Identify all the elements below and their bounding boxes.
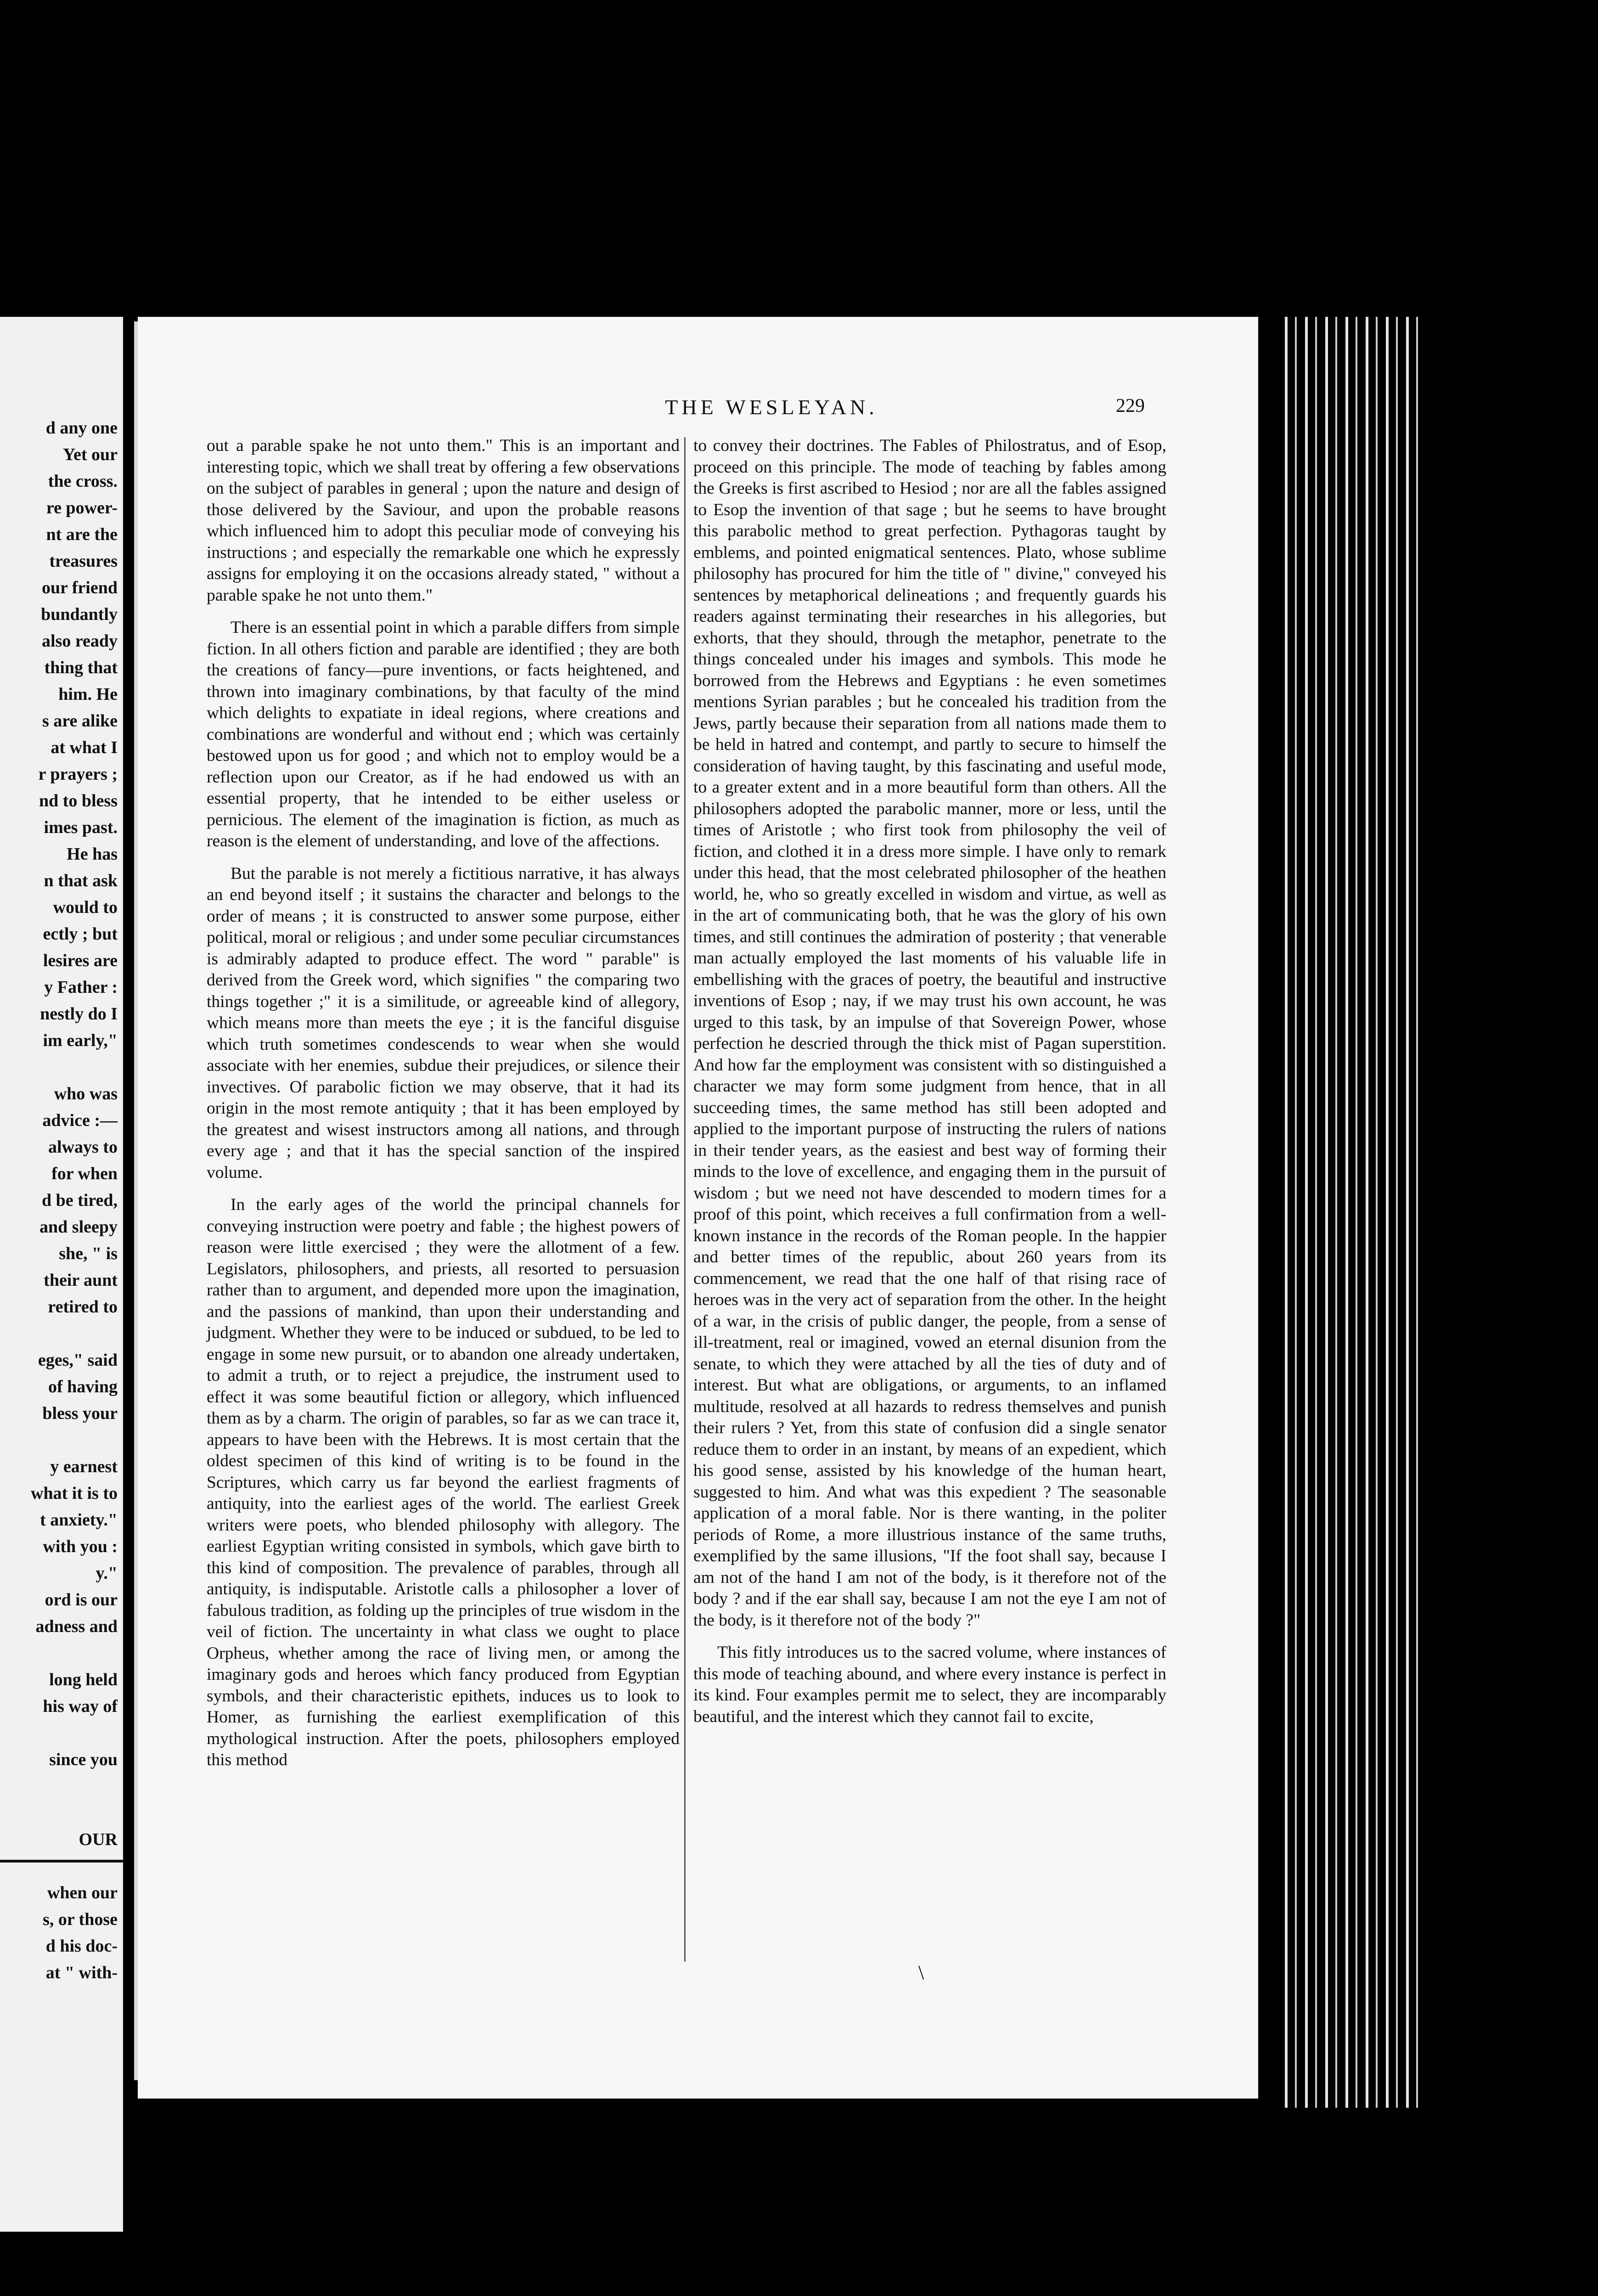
facing-page-line: always to [48,1137,118,1157]
page-number: 229 [1116,395,1145,416]
facing-page-line: d be tired, [41,1191,118,1210]
facing-page-line: with you : [43,1537,118,1556]
text-column-right [693,435,1166,1739]
facing-page-line: n that ask [44,871,118,890]
facing-page-line: y earnest [50,1457,118,1476]
facing-page-line: also ready [41,631,118,651]
facing-page-line: He has [67,844,118,864]
facing-page-line: s are alike [42,711,118,731]
facing-page-line: d any one [45,418,118,438]
facing-page-line: adness and [35,1617,118,1636]
facing-page-line: lesires are [43,951,118,970]
facing-page-line: would to [53,898,118,917]
facing-page-line: imes past. [44,818,118,837]
facing-page-line: nestly do I [40,1004,118,1024]
paragraph: to convey their doctrines. The Fables of Philostratus, and of Esop, proceed on this principle. The mode of teaching by fables among the Greeks is first ascribed to Hesiod ; nor are all the fables assigned to Esop the invention of that sage ; but he seems to have brought this parabolic method to great perfection. Pythagoras taught by emblems, and pointed enigmatical sentences. Plato, whose sublime philosophy has procured for him the title of " divine," conveyed his sentences by metaphorical delineations ; and frequently guards his readers against terminating their researches in his allegories, but exhorts, that they should, through the metaphor, penetrate to the things concealed under his images and symbols. This mode he borrowed from the Hebrews and Egyptians : he even sometimes mentions Syrian parables ; but he concealed his tradition from the Jews, partly because their separation from all nations made them to be held in hatred and contempt, and partly to secure to himself the consideration of having taught, by this fascinating and useful mode, to a greater extent and in a more beautiful form than others. All the philosophers adopted the parabolic manner, more or less, until the times of Aristotle ; who first took from philosophy the veil of fiction, and clothed it in a dress more simple. I have only to remark under this head, that the most celebrated philosopher of the heathen world, he, who so greatly excelled in wisdom and virtue, as well as in the art of communicating both, that he was the glory of his own times, and still continues the admiration of posterity ; that venerable man actually employed the last moments of his valuable life in embellishing with the graces of poetry, the beautiful and instructive inventions of Esop ; nay, if we may trust his own account, he was urged to this task, by an impulse of that Sovereign Power, whose perfection he descried through the thick mist of Pagan superstition. And how far the employment was consistent with so distinguished a character we may form some judgment from hence, that in all succeeding times, the same method has still been adopted and applied to the important purpose of instructing the rulers of nations in their tender years, as the easiest and best way of forming their minds to the love of excellence, and engaging them in the pursuit of wisdom ; but we need not have descended to modern times for a proof of this point, which receives a full confirmation from a well-known instance in the records of the Roman people. In the happier and better times of the republic, about 260 years from its commencement, we read that the one half of that rising race of heroes was in the very act of separation from the other. In the height of a war, in the crisis of public danger, the people, from a sense of ill-treatment, real or imagined, vowed an eternal disunion from the senate, to which they were attached by all the ties of duty and of interest. But what are obligations, or arguments, to an inflamed multitude, resolved at all hazards to redress themselves and punish their rulers ? Yet, from this state of confusion did a single senator reduce them to order in an instant, by means of an expedient, which his good sense, assisted by his knowledge of the human heart, suggested to him. And what was this expedient ? The seasonable application of a moral fable. Nor is there wanting, in the politer periods of Rome, a more illustrious instance of the same truths, exemplified by the same illusions, "If the foot shall say, because I am not of the hand I am not of the body, is it therefore not of the body ? and if the ear shall say, because I am not the eye I am not of the body, is it therefore not of the body ?" [693,436,1166,1630]
paragraph: There is an essential point in which a parable differs from simple fiction. In all others fiction and parable are identified ; they are both the creations of fancy—pure inventions, or facts heightened, and thrown into imaginary combinations, by that faculty of the mind which delights to expatiate in ideal regions, where creations and combinations are wonderful and without end ; which was certainly bestowed upon us for good ; and which not to employ would be a reflection upon our Creator, as if he had endowed us with an essential property, that he intended to be either useless or pernicious. The element of the imagination is fiction, as much as reason is the element of understanding, and love of the affections. [207,618,680,850]
facing-page-line: what it is to [31,1484,118,1503]
facing-page-line: since you [49,1750,118,1769]
column-divider [684,437,686,1962]
facing-page-line: Yet our [62,445,118,464]
facing-page-line: of having [48,1377,118,1396]
facing-page-fragment [0,317,123,2232]
facing-page-line: his way of [43,1697,118,1716]
facing-page-line: eges," said [38,1351,118,1370]
facing-page-line: y Father : [44,978,118,997]
facing-page-line: y." [96,1564,118,1583]
facing-page-line: for when [51,1164,118,1183]
facing-page-line: im early," [43,1031,118,1050]
facing-page-line: treasures [49,551,118,571]
facing-page-line: t anxiety." [40,1510,118,1530]
text-column-left [207,435,680,1782]
facing-page-line: and sleepy [39,1217,118,1237]
facing-page-line: nd to bless [39,791,118,810]
facing-page-line: nt are the [46,525,118,544]
facing-page-line: she, " is [59,1244,118,1263]
facing-page-line: d his doc- [45,1936,118,1956]
facing-page-line: bundantly [41,605,118,624]
page-edge [134,321,138,2080]
paragraph: In the early ages of the world the principal channels for conveying instruction were poetry and fable ; the highest powers of reason were little exercised ; they were the allotment of a few. Legislators, philosophers, and priests, all resorted to persuasion rather than to argument, and depended more upon the imagination, and the passions of mankind, than upon their understanding and judgment. Whether they were to be induced or subdued, to be led to engage in some new pursuit, or to abandon one already undertaken, to admit a truth, or to reject a prejudice, the instrument used to effect it was some beautiful fiction or allegory, which influenced them as by a charm. The origin of parables, so far as we can trace it, appears to have been with the Hebrews. It is most certain that the oldest specimen of this kind of writing is to be found in the Scriptures, which carry us far beyond the earliest fragments of antiquity, into the earliest ages of the world. The earliest Greek writers were poets, who blended philosophy with allegory. The earliest Egyptian writing consisted in symbols, which gave birth to this kind of composition. The prevalence of parables, through all antiquity, is indisputable. Aristotle calls a philosopher a lover of fabulous tradition, as folding up the principles of true wisdom in the veil of fiction. The uncertainty in what class we ought to place Orpheus, whether among the race of living men, or among the imaginary gods and heroes which fancy produced from Egyptian symbols, and their characteristic epithets, induces us to look to Homer, as furnishing the earliest exemplification of this mythological instruction. After the poets, philosophers employed this method [207,1195,680,1769]
facing-page-line: when our [47,1883,118,1902]
facing-page-line: retired to [48,1297,118,1317]
running-header: THE WESLEYAN. [665,395,878,419]
facing-page-line: re power- [46,498,118,518]
facing-page-line: s, or those [43,1910,118,1929]
facing-page-line: who was [54,1084,118,1103]
facing-page-line: advice :— [42,1111,118,1130]
facing-page-line: him. He [58,685,118,704]
facing-page-line: long held [49,1670,118,1689]
page [138,317,1258,2099]
facing-page-line: their aunt [44,1271,118,1290]
facing-page-line: ord is our [45,1590,118,1609]
facing-page-line: at " with- [45,1963,118,1982]
facing-page-line: the cross. [48,472,118,491]
paragraph: This fitly introduces us to the sacred volume, where instances of this mode of teaching abound, and where every instance is perfect in its kind. Four examples permit me to select, they are incomparably beautiful, and the interest which they cannot fail to excite, [693,1643,1166,1726]
book-binding-edge [1277,317,1424,2108]
facing-page-line: bless your [42,1404,118,1423]
facing-page-line: r prayers ; [38,765,118,784]
paragraph: But the parable is not merely a fictitious narrative, it has always an end beyond itself ; it sustains the character and belongs to the order of means ; it is constructed to answer some purpose, either political, moral or religious ; and under some peculiar circumstances is admirably adapted to produce effect. The word " parable" is derived from the Greek word, which signifies " the comparing two things together ;" it is a similitude, or agreeable kind of allegory, which means more than meets the eye ; it is the fanciful disguise which truth sometimes condescends to wear when she would associate with her enemies, subdue their prejudices, or silence their invectives. Of parabolic fiction we may observe, that it had its origin in the most remote antiquity ; that it has been employed by the greatest and wisest instructors among all nations, and through every age ; and that it has the special sanction of the inspired volume. [207,864,680,1182]
facing-page-line: OUR [79,1830,118,1849]
facing-page-line: our friend [41,578,118,597]
facing-page-line: thing that [44,658,118,677]
stray-mark: \ [918,1961,924,1984]
facing-page-line: at what I [51,738,118,757]
section-rule [0,1860,123,1863]
paragraph: out a parable spake he not unto them." This is an important and interesting topic, which we shall treat by offering a few observations on the subject of parables in general ; upon the nature and design of those delivered by the Saviour, and upon the probable reasons which influenced him to adopt this peculiar mode of conveying his instructions ; and especially the remarkable one which he expressly assigns for employing it on the occasions already stated, " without a parable spake he not unto them." [207,436,680,605]
facing-page-line: ectly ; but [43,924,118,944]
